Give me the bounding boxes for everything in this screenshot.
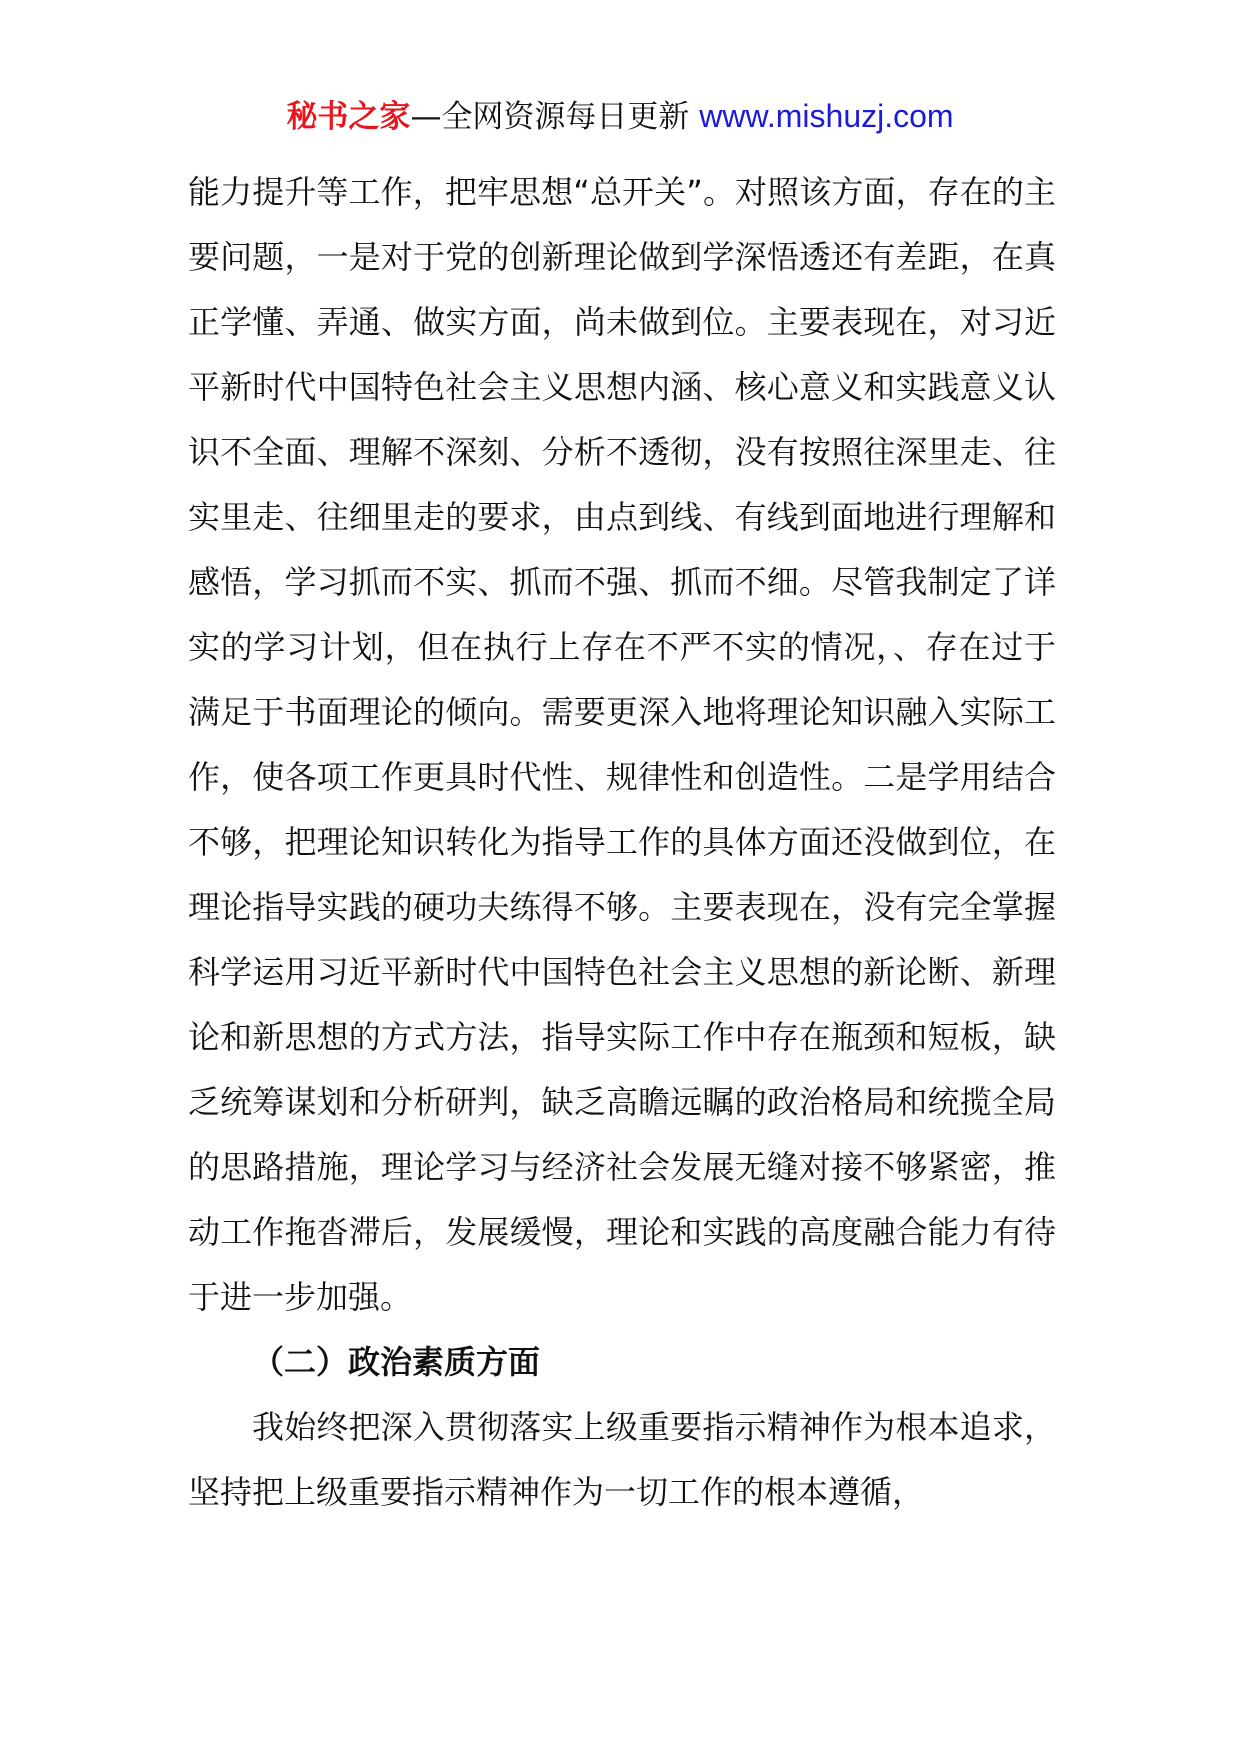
header-tagline: —全网资源每日更新: [410, 99, 700, 135]
body-paragraph-1: 能力提升等工作，把牢思想“总开关”。对照该方面，存在的主要问题，一是对于党的创新理论做到学深悟透还有差距，在真正学懂、弄通、做实方面，尚未做到位。主要表现在，对习近平新时代中国特色社会主义思想内涵、核心意义和实践意义认识不全面、理解不深刻、分析不透彻，没有按照往深里走、往实里走、往细里走的要求，由点到线、有线到面地进行理解和感悟，学习抓而不实、抓而不强、抓而不细。尽管我制定了详实的学习计划，但在执行上存在不严不实的情况，、存在过于满足于书面理论的倾向。需要更深入地将理论知识融入实际工作，使各项工作更具时代性、规律性和创造性。二是学用结合不够，把理论知识转化为指导工作的具体方面还没做到位，在理论指导实践的硬功夫练得不够。主要表现在，没有完全掌握科学运用习近平新时代中国特色社会主义思想的新论断、新理论和新思想的方式方法，指导实际工作中存在瓶颈和短板，缺乏统筹谋划和分析研判，缺乏高瞻远瞩的政治格局和统揽全局的思路措施，理论学习与经济社会发展无缝对接不够紧密，推动工作拖沓滞后，发展缓慢，理论和实践的高度融合能力有待于进一步加强。: [188, 173, 1056, 1316]
body-paragraph-2: 我始终把深入贯彻落实上级重要指示精神作为根本追求，坚持把上级重要指示精神作为一切工作的根本遵循，: [188, 1408, 1056, 1511]
brand-name: 秘书之家: [286, 99, 411, 135]
section-heading-political-quality: （二）政治素质方面: [252, 1343, 541, 1381]
site-header: [0, 94, 1240, 139]
document-body: [188, 160, 1056, 1525]
site-url-link[interactable]: www.mishuzj.com: [699, 98, 954, 134]
